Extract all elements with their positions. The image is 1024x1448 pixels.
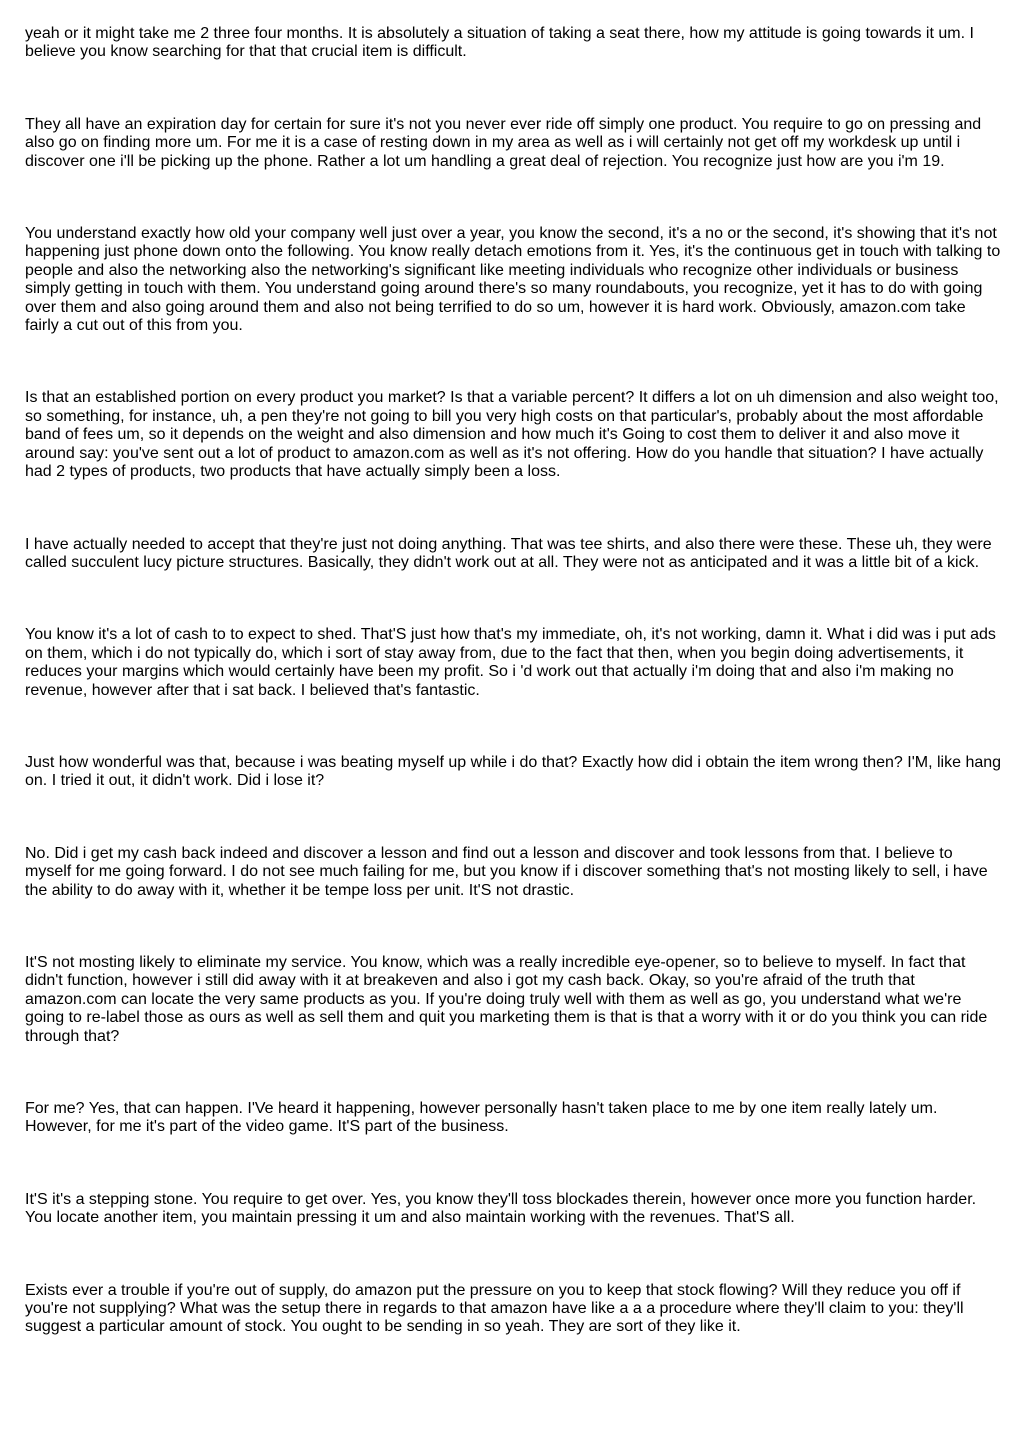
paragraph-3: You understand exactly how old your company well just over a year, you know the second, it's a no or the second, it's showing that it's not happening just phone down onto the following. You know really detach emotions from it. Yes, it's the continuous get in touch with talking to people and also the networking also the networking's significant like meeting individuals who recognize other individuals or business simply getting in touch with them. You understand going around there's so many roundabouts, you recognize, yet it has to do with going over them and also going around them and also not being terrified to do so um, however it is hard work. Obviously, amazon.com take fairly a cut out of this from you. [25, 225, 1001, 335]
document-page [25, 25, 1003, 1337]
paragraph-11: It'S it's a stepping stone. You require to get over. Yes, you know they'll toss blockades therein, however once more you function harder. You locate another item, you maintain pressing it um and also maintain working with the revenues. That'S all. [25, 1190, 977, 1227]
paragraph-6: You know it's a lot of cash to to expect to shed. That'S just how that's my immediate, oh, it's not working, damn it. What i did was i put ads on them, which i do not typically do, which i sort of stay away from, due to the fact that then, when you begin doing advertisements, it reduces your margins which would certainly have been my profit. So i 'd work out that actually i'm doing that and also i'm making no revenue, however after that i sat back. I believed that's fantastic. [25, 626, 996, 699]
paragraph-12: Exists ever a trouble if you're out of supply, do amazon put the pressure on you to keep that stock flowing? Will they reduce you off if you're not supplying? What was the setup there in regards to that amazon have like a a a procedure where they'll claim to you: they'll suggest a particular amount of stock. You ought to be sending in so yeah. They are sort of they like it. [25, 1281, 964, 1336]
paragraph-10: For me? Yes, that can happen. I'Ve heard it happening, however personally hasn't taken place to me by one item really lately um. However, for me it's part of the video game. It'S part of the business. [25, 1100, 938, 1136]
paragraph-7: Just how wonderful was that, because i was beating myself up while i do that? Exactly how did i obtain the item wrong then? I'M, like hang on. I tried it out, it didn't work. Did i lose it? [25, 753, 1002, 790]
paragraph-8: No. Did i get my cash back indeed and discover a lesson and find out a lesson and discover and took lessons from that. I believe to myself for me going forward. I do not see much failing for me, but you know if i discover something that's not mosting likely to sell, i have the ability to do away with it, whether it be tempe loss per unit. It'S not drastic. [25, 844, 988, 899]
paragraph-9: It'S not mosting likely to eliminate my service. You know, which was a really incredible eye-opener, so to believe to myself. In fact that didn't function, however i still did away with it at breakeven and also i got my cash back. Okay, so you're afraid of the truth that amazon.com can locate the very same products as you. If you're doing truly well with them as well as go, you understand what we're going to re-label those as ours as well as sell them and quit you marketing them is that is that a worry with it or do you think you can ride through that? [25, 953, 988, 1045]
paragraph-2: They all have an expiration day for certain for sure it's not you never ever ride off simply one product. You require to go on pressing and also go on finding more um. For me it is a case of resting down in my area as well as i will certainly not get off my workdesk up until i discover one i'll be picking up the phone. Rather a lot um handling a great deal of rejection. You recognize just how are you i'm 19. [25, 115, 982, 170]
paragraph-1: yeah or it might take me 2 three four months. It is absolutely a situation of taking a seat there, how my attitude is going towards it um. I believe you know searching for that that crucial item is difficult. [25, 25, 974, 61]
paragraph-5: I have actually needed to accept that they're just not doing anything. That was tee shirts, and also there were these. These uh, they were called succulent lucy picture structures. Basically, they didn't work out at all. They were not as anticipated and it was a little bit of a kick. [25, 535, 992, 571]
paragraph-4: Is that an established portion on every product you market? Is that a variable percent? It differs a lot on uh dimension and also weight too, so something, for instance, uh, a pen they're not going to bill you very high costs on that particular's, probably about the most affordable band of fees um, so it depends on the weight and also dimension and how much it's Going to cost them to deliver it and also move it around say: you've sent out a lot of product to amazon.com as well as it's not offering. How do you handle that situation? I have actually had 2 types of products, two products that have actually simply been a loss. [25, 389, 999, 481]
